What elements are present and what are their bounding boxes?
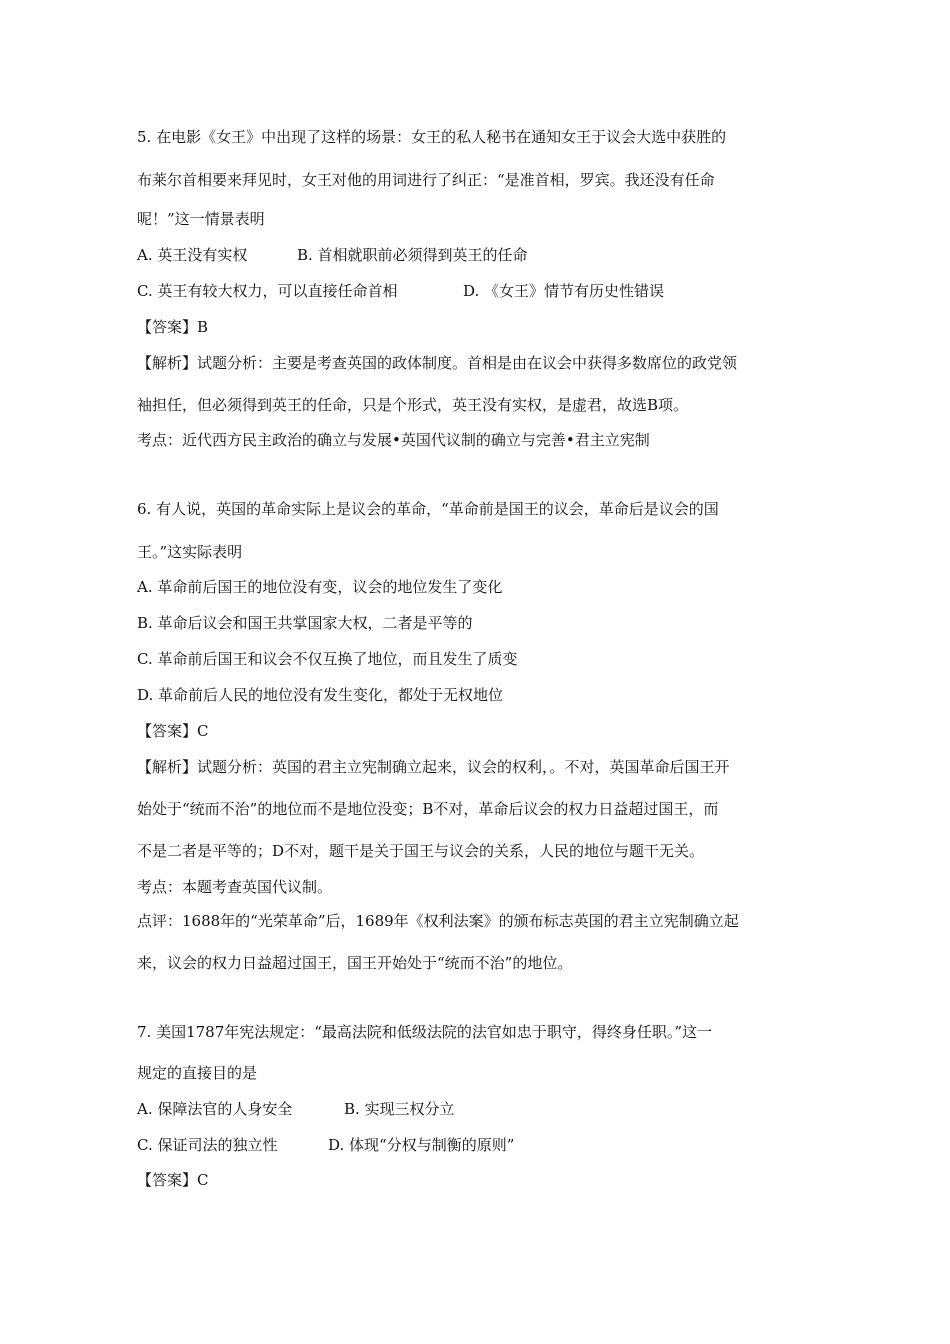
q6-analysis-line-3: 不是二者是平等的；D不对，题干是关于国王与议会的关系，人民的地位与题干无关。	[137, 842, 705, 860]
q5-stem-line-2: 布莱尔首相要来拜见时，女王对他的用词进行了纠正：“是准首相，罗宾。我还没有任命	[137, 171, 715, 189]
q5-option-c: C. 英王有较大权力，可以直接任命首相	[137, 282, 398, 300]
q5-analysis-line-1: 【解析】试题分析：主要是考查英国的政体制度。首相是由在议会中获得多数席位的政党领	[137, 354, 738, 372]
q5-option-a: A. 英王没有实权	[137, 246, 248, 264]
q7-option-c: C. 保证司法的独立性	[137, 1136, 278, 1154]
q7-answer: 【答案】C	[137, 1171, 209, 1189]
q6-dianping-line-1: 点评：1688年的“光荣革命”后，1689年《权利法案》的颁布标志英国的君主立宪制确立起	[137, 912, 739, 930]
q6-analysis-line-2: 始处于“统而不治”的地位而不是地位没变；B不对，革命后议会的权力日益超过国王，而	[137, 800, 719, 818]
q7-options-row-2	[137, 1135, 514, 1155]
q5-stem-line-3: 呢！”这一情景表明	[137, 210, 265, 228]
q5-options-row-1	[137, 245, 528, 265]
q5-option-d: D. 《女王》情节有历史性错误	[463, 282, 665, 300]
q6-option-b: B. 革命后议会和国王共掌国家大权，二者是平等的	[137, 614, 473, 632]
q6-stem-line-2: 王。”这实际表明	[137, 543, 243, 561]
q5-kaodian: 考点：近代西方民主政治的确立与发展•英国代议制的确立与完善•君主立宪制	[137, 431, 650, 449]
q6-dianping-line-2: 来，议会的权力日益超过国王，国王开始处于“统而不治”的地位。	[137, 954, 573, 972]
q5-answer: 【答案】B	[137, 318, 209, 336]
q5-option-b: B. 首相就职前必须得到英王的任命	[297, 246, 528, 264]
q6-option-a: A. 革命前后国王的地位没有变，议会的地位发生了变化	[137, 578, 503, 596]
q7-option-d: D. 体现“分权与制衡的原则”	[328, 1136, 515, 1154]
q6-option-c: C. 革命前后国王和议会不仅互换了地位，而且发生了质变	[137, 650, 518, 668]
q7-option-a: A. 保障法官的人身安全	[137, 1100, 293, 1118]
q7-options-row-1	[137, 1099, 455, 1119]
q5-analysis-line-2: 袖担任，但必须得到英王的任命，只是个形式，英王没有实权，是虚君，故选B项。	[137, 396, 689, 414]
q6-answer: 【答案】C	[137, 722, 209, 740]
q6-analysis-line-1: 【解析】试题分析：英国的君主立宪制确立起来，议会的权利，。不对，英国革命后国王开	[137, 758, 730, 776]
q7-option-b: B. 实现三权分立	[344, 1100, 455, 1118]
q6-stem-line-1: 6. 有人说，英国的革命实际上是议会的革命，“革命前是国王的议会，革命后是议会的国	[137, 500, 719, 518]
q5-stem-line-1: 5. 在电影《女王》中出现了这样的场景：女王的私人秘书在通知女王于议会大选中获胜的	[137, 128, 727, 146]
q7-stem-line-2: 规定的直接目的是	[137, 1064, 258, 1082]
q7-stem-line-1: 7. 美国1787年宪法规定：“最高法院和低级法院的法官如忠于职守，得终身任职。”这一	[137, 1023, 713, 1041]
q6-kaodian: 考点：本题考查英国代议制。	[137, 878, 333, 896]
q5-options-row-2	[137, 281, 664, 301]
q6-option-d: D. 革命前后人民的地位没有发生变化，都处于无权地位	[137, 686, 504, 704]
